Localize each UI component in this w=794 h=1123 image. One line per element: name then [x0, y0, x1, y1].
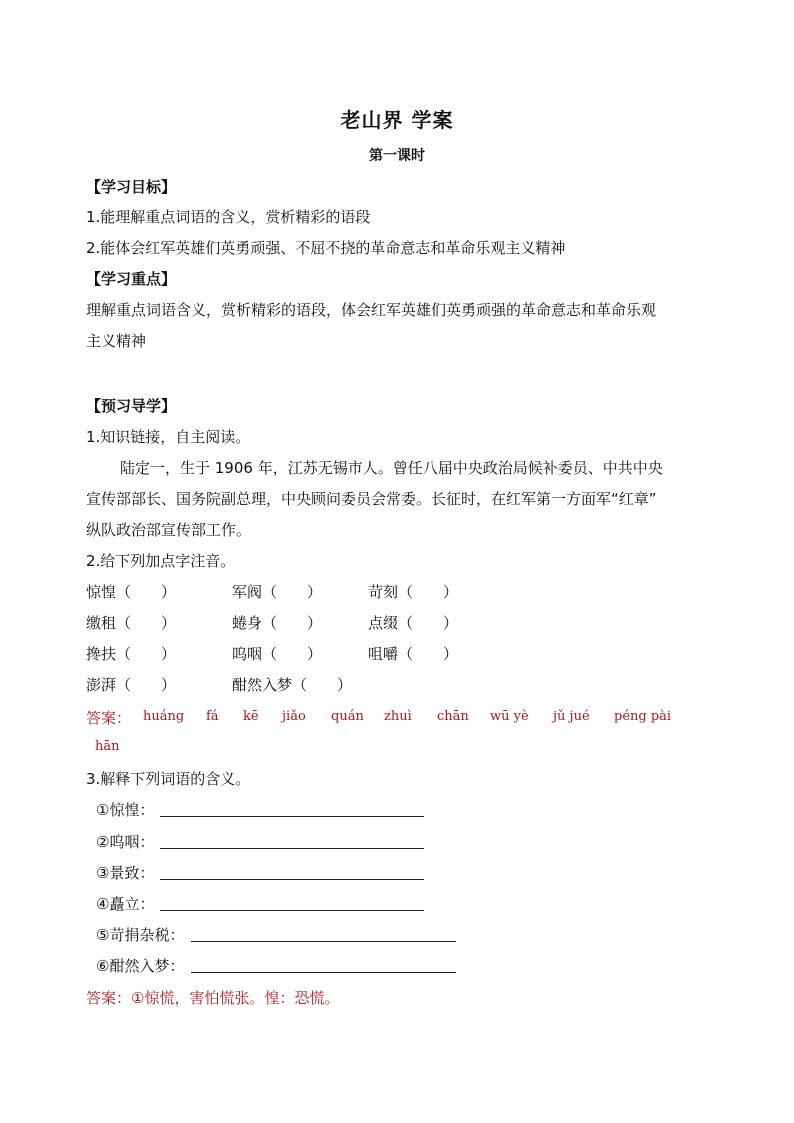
pinyin-answer: jiǎo	[282, 709, 306, 724]
pinyin-item: 搀扶（ ）	[86, 645, 177, 663]
bio-text-line: 纵队政治部宣传部工作。	[86, 521, 252, 539]
pinyin-answer: hān	[95, 739, 120, 754]
pinyin-item: 蜷身（ ）	[232, 614, 323, 632]
definition-label: ③景致：	[96, 864, 155, 882]
goal-item: 2.能体会红军英雄们英勇顽强、不屈不挠的革命意志和革命乐观主义精神	[86, 239, 566, 257]
page-title: 老山界 学案	[340, 108, 454, 132]
pinyin-item: 咀嚼（ ）	[368, 645, 459, 663]
pinyin-item: 点缀（ ）	[368, 614, 459, 632]
definition-label: ⑤苛捐杂税：	[96, 926, 185, 944]
pinyin-answer: zhuì	[384, 709, 412, 724]
pinyin-item: 军阀（ ）	[232, 583, 323, 601]
pinyin-answer: kē	[243, 709, 259, 724]
focus-text-line: 主义精神	[86, 332, 147, 350]
pinyin-item: 苛刻（ ）	[368, 583, 459, 601]
bio-text-line: 陆定一，生于 1906 年，江苏无锡市人。曾任八届中央政治局候补委员、中共中央	[120, 459, 663, 477]
goals-heading: 【学习目标】	[86, 178, 177, 196]
definition-blank[interactable]	[191, 972, 456, 973]
pinyin-answer: péng pài	[614, 709, 672, 724]
answer-label: 答案：	[86, 709, 132, 727]
definition-blank[interactable]	[160, 910, 424, 911]
pinyin-answer: fá	[206, 709, 219, 724]
pinyin-item: 澎湃（ ）	[86, 676, 177, 694]
focus-heading: 【学习重点】	[86, 270, 177, 288]
preview-heading: 【预习导学】	[86, 397, 177, 415]
pinyin-answer: huáng	[143, 709, 185, 724]
definition-answer: 答案：①惊慌，害怕慌张。惶：恐慌。	[86, 989, 340, 1007]
definition-blank[interactable]	[160, 879, 424, 880]
pinyin-answer: quán	[331, 709, 364, 724]
q3-title: 3.解释下列词语的含义。	[86, 770, 251, 788]
pinyin-answer: chān	[437, 709, 469, 724]
focus-text-line: 理解重点词语含义，赏析精彩的语段，体会红军英雄们英勇顽强的革命意志和革命乐观	[86, 301, 657, 319]
pinyin-item: 缴租（ ）	[86, 614, 177, 632]
definition-blank[interactable]	[160, 816, 424, 817]
q2-title: 2.给下列加点字注音。	[86, 552, 236, 570]
definition-blank[interactable]	[191, 941, 456, 942]
definition-blank[interactable]	[160, 848, 424, 849]
goal-item: 1.能理解重点词语的含义，赏析精彩的语段	[86, 208, 371, 226]
definition-label: ⑥酣然入梦：	[96, 957, 185, 975]
q1-title: 1.知识链接，自主阅读。	[86, 428, 251, 446]
definition-label: ①惊惶：	[96, 801, 155, 819]
pinyin-answer: wū yè	[490, 709, 529, 724]
definition-label: ④矗立：	[96, 895, 155, 913]
definition-label: ②呜咽：	[96, 833, 155, 851]
pinyin-item: 呜咽（ ）	[232, 645, 323, 663]
bio-text-line: 宣传部部长、国务院副总理，中央顾问委员会常委。长征时，在红军第一方面军“红章”	[86, 490, 657, 508]
pinyin-item: 惊惶（ ）	[86, 583, 177, 601]
page-subtitle: 第一课时	[369, 148, 425, 164]
pinyin-item: 酣然入梦（ ）	[232, 676, 353, 694]
pinyin-answer: jǔ jué	[553, 709, 590, 724]
